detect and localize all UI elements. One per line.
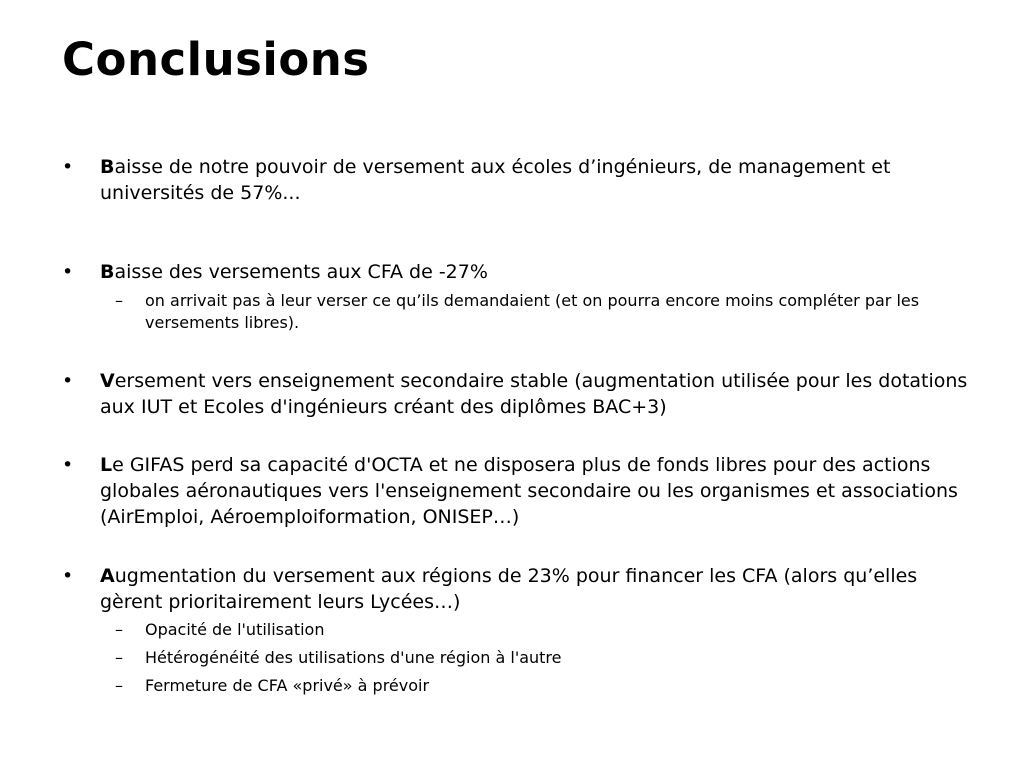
bullet-initial: A: [100, 565, 115, 587]
bullet-marker: •: [62, 370, 74, 392]
bullet-initial: V: [100, 370, 115, 392]
bullet-body: ugmentation du versement aux régions de 23% pour financer les CFA (alors qu’elles gèrent prioritairement leurs Lycées…): [100, 565, 918, 613]
sub-bullet-marker: –: [115, 291, 123, 310]
bullet-initial: B: [100, 261, 115, 283]
sub-bullet-text: Fermeture de CFA «privé» à prévoir: [145, 676, 430, 695]
bullet-marker: •: [62, 454, 74, 476]
bullet-text: [100, 154, 982, 206]
sub-bullet-text: on arrivait pas à leur verser ce qu’ils demandaient (et on pourra encore moins compléter par les versements libres).: [145, 291, 920, 332]
bullet-body: ersement vers enseignement secondaire stable (augmentation utilisée pour les dotations aux IUT et Ecoles d'ingénieurs créant des diplômes BAC+3): [100, 370, 968, 418]
bullet-initial: L: [100, 454, 113, 476]
bullet-item: [62, 259, 982, 285]
sub-bullet-text: Hétérogénéité des utilisations d'une région à l'autre: [145, 648, 562, 667]
bullet-item: [62, 154, 982, 206]
bullet-text: [100, 259, 982, 285]
bullet-body: aisse de notre pouvoir de versement aux écoles d’ingénieurs, de management et universités de 57%...: [100, 156, 891, 204]
sub-bullet-item: [115, 290, 975, 334]
sub-bullet-text: Opacité de l'utilisation: [145, 620, 325, 639]
bullet-initial: B: [100, 156, 115, 178]
sub-bullet-marker: –: [115, 620, 123, 639]
bullet-text: [100, 368, 982, 420]
bullet-item: [62, 368, 982, 420]
sub-bullet-marker: –: [115, 648, 123, 667]
bullet-marker: •: [62, 156, 74, 178]
bullet-text: [100, 452, 982, 530]
sub-bullet-item: [115, 619, 975, 641]
bullet-item: [62, 452, 982, 530]
slide-title: Conclusions: [62, 33, 370, 86]
sub-bullet-item: [115, 647, 975, 669]
sub-bullet-marker: –: [115, 676, 123, 695]
bullet-body: aisse des versements aux CFA de -27%: [114, 261, 488, 283]
bullet-text: [100, 563, 982, 615]
sub-bullet-item: [115, 675, 975, 697]
bullet-item: [62, 563, 982, 615]
bullet-marker: •: [62, 565, 74, 587]
bullet-body: e GIFAS perd sa capacité d'OCTA et ne disposera plus de fonds libres pour des actions globales aéronautiques vers l'enseignement secondaire ou les organismes et associations (AirEmploi, Aéroemploiformation, ONISEP…): [100, 454, 958, 528]
bullet-marker: •: [62, 261, 74, 283]
